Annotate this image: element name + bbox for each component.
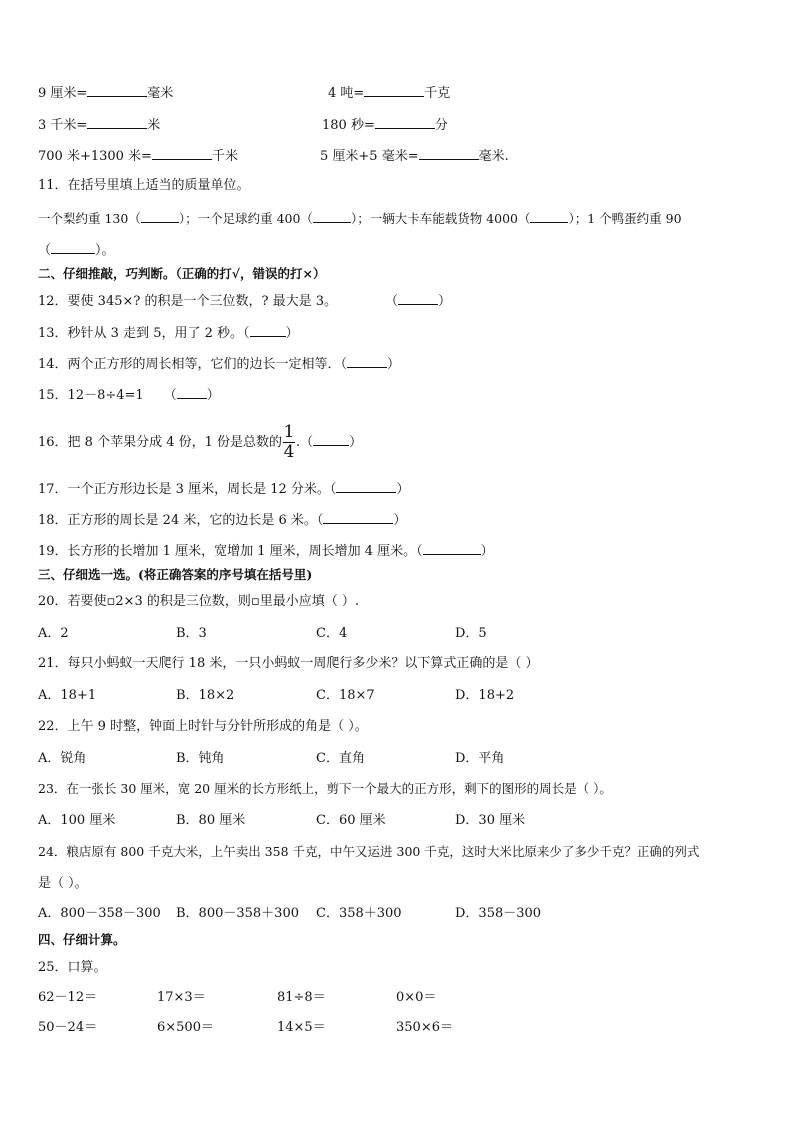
answer-blank[interactable]	[250, 324, 286, 337]
question-25-title: 25．口算。	[38, 960, 107, 975]
answer-blank[interactable]	[177, 386, 207, 399]
answer-blank[interactable]	[375, 116, 435, 129]
option-d: D．18+2	[455, 688, 515, 703]
section-4-heading: 四、仔细计算。	[38, 932, 126, 947]
option-c: C．358＋300	[316, 906, 402, 921]
answer-blank[interactable]	[398, 292, 438, 305]
conversion-2a	[38, 116, 160, 134]
conversion-text: 3 千米=	[38, 118, 88, 133]
answer-blank[interactable]	[323, 511, 393, 524]
conversion-text: 9 厘米=	[38, 86, 88, 101]
question-20: 20．若要使▫2×3 的积是三位数，则▫里最小应填（ ）.	[38, 594, 359, 609]
option-d: D．30 厘米	[455, 813, 526, 828]
option-c: C．18×7	[316, 688, 375, 703]
option-b: B．3	[176, 626, 207, 641]
question-14: 14．两个正方形的周长相等，它们的边长一定相等．（ ）	[38, 357, 401, 372]
question-23: 23．在一张长 30 厘米，宽 20 厘米的长方形纸上，剪下一个最大的正方形，剩下的图形的周长是（ ）。	[38, 781, 612, 796]
conversion-1a	[38, 84, 173, 102]
conversion-text: 4 吨=	[328, 86, 365, 101]
conversion-unit: 毫米.	[478, 149, 509, 164]
option-d: D．平角	[455, 751, 505, 766]
option-b: B．钝角	[176, 751, 225, 766]
option-a: A．18+1	[38, 688, 97, 703]
calc-item: 350×6＝	[396, 1020, 453, 1035]
question-24: 24．粮店原有 800 千克大米，上午卖出 358 千克，中午又运进 300 千克，这时大米比原来少了多少千克？正确的列式	[38, 844, 700, 859]
answer-blank[interactable]	[530, 210, 568, 223]
answer-blank[interactable]	[419, 147, 479, 160]
conversion-unit: 米	[147, 118, 161, 133]
conversion-2b	[322, 116, 448, 134]
answer-blank[interactable]	[336, 480, 396, 493]
question-11-title: 11．在括号里填上适当的质量单位。	[38, 178, 250, 193]
option-a: A．100 厘米	[38, 813, 116, 828]
option-c: C．4	[316, 626, 348, 641]
section-3-heading: 三、仔细选一选。(将正确答案的序号填在括号里)	[38, 567, 313, 582]
answer-blank[interactable]	[152, 147, 212, 160]
conversion-3b	[320, 147, 509, 165]
question-15: 15．12－8÷4=1 （ ）	[38, 388, 220, 403]
question-11-body-cont: （ ）。	[38, 243, 115, 258]
conversion-unit: 千克	[424, 86, 451, 101]
option-b: B．80 厘米	[176, 813, 246, 828]
answer-blank[interactable]	[141, 210, 179, 223]
question-11-body: 一个梨约重 130（ ）；一个足球约重 400（ ）；一辆大卡车能载货物 4000（ ）；1 个鸭蛋约重 90	[38, 211, 682, 226]
fraction-one-quarter: $\frac{1}{4}$	[283, 422, 295, 462]
calc-item: 81÷8＝	[277, 990, 326, 1005]
answer-blank[interactable]	[313, 433, 349, 446]
answer-blank[interactable]	[87, 84, 147, 97]
answer-blank[interactable]	[347, 355, 387, 368]
option-a: A．800－358－300	[38, 906, 161, 921]
question-16: 16．把 8 个苹果分成 4 份，1 份是总数的 $\frac{1}{4}$ .（ ）	[38, 422, 363, 462]
option-c: C．直角	[316, 751, 365, 766]
conversion-1b	[328, 84, 450, 102]
answer-blank[interactable]	[51, 241, 95, 254]
option-c: C．60 厘米	[316, 813, 386, 828]
answer-blank[interactable]	[364, 84, 424, 97]
calc-item: 6×500＝	[157, 1020, 214, 1035]
answer-blank[interactable]	[313, 210, 351, 223]
section-2-heading: 二、仔细推敲，巧判断。（正确的打√，错误的打×）	[38, 266, 326, 281]
question-19: 19．长方形的长增加 1 厘米，宽增加 1 厘米，周长增加 4 厘米。（ ）	[38, 544, 494, 559]
answer-blank[interactable]	[423, 542, 481, 555]
option-b: B．800－358＋300	[176, 906, 299, 921]
question-17: 17．一个正方形边长是 3 厘米，周长是 12 分米。（ ）	[38, 482, 410, 497]
calc-item: 50－24＝	[38, 1020, 98, 1035]
calc-item: 62－12＝	[38, 990, 98, 1005]
answer-blank[interactable]	[87, 116, 147, 129]
question-24-cont: 是（ ）。	[38, 876, 88, 891]
option-d: D．358－300	[455, 906, 542, 921]
conversion-unit: 分	[434, 118, 448, 133]
question-13: 13．秒针从 3 走到 5，用了 2 秒。（ ）	[38, 326, 299, 341]
question-12: 12．要使 345×? 的积是一个三位数，? 最大是 3。 （ ）	[38, 294, 452, 309]
question-22: 22．上午 9 时整，钟面上时针与分针所形成的角是（ ）。	[38, 719, 368, 734]
option-b: B．18×2	[176, 688, 235, 703]
question-18: 18．正方形的周长是 24 米，它的边长是 6 米。（ ）	[38, 513, 407, 528]
calc-item: 0×0＝	[396, 990, 437, 1005]
calc-item: 14×5＝	[277, 1020, 326, 1035]
conversion-3a	[38, 147, 238, 165]
option-a: A．2	[38, 626, 69, 641]
conversion-text: 5 厘米+5 毫米=	[320, 149, 419, 164]
conversion-text: 700 米+1300 米=	[38, 149, 152, 164]
option-d: D．5	[455, 626, 487, 641]
conversion-unit: 毫米	[147, 86, 174, 101]
conversion-unit: 千米	[211, 149, 238, 164]
calc-item: 17×3＝	[157, 990, 206, 1005]
conversion-text: 180 秒=	[322, 118, 375, 133]
question-21: 21．每只小蚂蚁一天爬行 18 米，一只小蚂蚁一周爬行多少米？以下算式正确的是（ ）	[38, 656, 539, 671]
option-a: A．锐角	[38, 751, 87, 766]
